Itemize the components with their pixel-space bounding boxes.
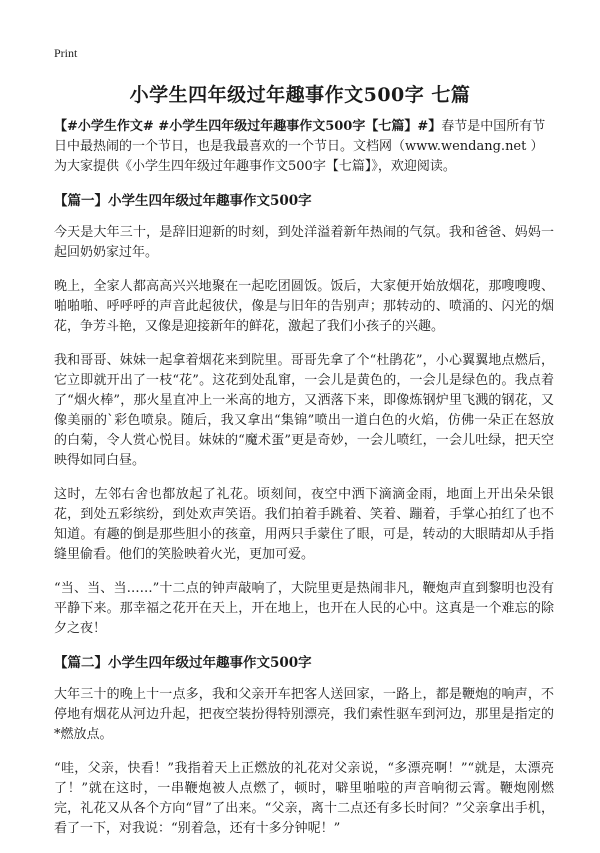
- section-1-paragraph-5: “当、当、当……”十二点的钟声敲响了，大院里更是热闹非凡，鞭炮声直到黎明也没有平静下来。那幸福之花开在天上，开在地上，也开在人民的心中。这真是一个难忘的除夕之夜！: [54, 581, 554, 636]
- section-1-paragraph-4: 这时，左邻右舍也都放起了礼花。顷刻间，夜空中洒下滴滴金雨，地面上开出朵朵银花，到处五彩缤纷，到处欢声笑语。我们拍着手跳着、笑着、蹦着，手掌心拍红了也不知道。有趣的倒是那些胆小的孩童，用两只手蒙住了眼，可是，转动的大眼睛却从手指缝里偷看。他们的笑脸映着火光，更加可爱。: [54, 487, 554, 562]
- section-1-paragraph-2: 晚上，全家人都高高兴兴地聚在一起吃团圆饭。饭后，大家便开始放烟花，那嗖嗖嗖、啪啪啪、呼呼呼的声音此起彼伏，像是与旧年的告别声；那转动的、喷涌的、闪光的烟花，争芳斗艳，又像是迎接新年的鲜花，激起了我们小孩子的兴趣。: [54, 279, 554, 334]
- section-2-paragraph-1: 大年三十的晚上十一点多，我和父亲开车把客人送回家，一路上，都是鞭炮的响声，不停地有烟花从河边升起，把夜空装扮得特别漂亮，我们索性驱车到河边，那里是指定的*燃放点。: [54, 687, 554, 742]
- section-1-paragraph-3: 我和哥哥、妹妹一起拿着烟花来到院里。哥哥先拿了个“杜鹃花”，小心翼翼地点燃后，它立即就开出了一枝“花”。这花到处乱窜，一会儿是黄色的，一会儿是绿色的。我点着了“烟火棒”，那火星直冲上一米高的地方，又洒落下来，即像炼钢炉里飞溅的钢花，又像美丽的`彩色喷泉。随后，我又拿出“集锦”喷出一道白色的火焰，仿佛一朵正在怒放的白菊，令人赏心悦目。妹妹的“魔术蛋”更是奇妙，一会儿喷红，一会儿吐绿，把天空映得如同白昼。: [54, 353, 554, 468]
- article-body: [54, 117, 554, 853]
- section-1-heading: 【篇一】小学生四年级过年趣事作文500字: [54, 193, 312, 209]
- section-2-paragraph-2: “哇，父亲，快看！”我指着天上正燃放的礼花对父亲说，“多漂亮啊！”“就是，太漂亮了！”就在这时，一串鞭炮被人点燃了，顿时，噼里啪啦的声音响彻云霄。鞭炮刚燃完，礼花又从各个方向“冒”了出来。“父亲，离十二点还有多长时间？”父亲拿出手机，看了一下，对我说：“别着急，还有十多分钟呢！”: [54, 761, 554, 836]
- print-link[interactable]: Print: [54, 46, 78, 60]
- section-2-heading: 【篇二】小学生四年级过年趣事作文500字: [54, 655, 312, 671]
- page-title: 小学生四年级过年趣事作文500字 七篇: [129, 84, 471, 106]
- section-1-paragraph-1: 今天是大年三十，是辞旧迎新的时刻，到处洋溢着新年热闹的气氛。我和爸爸、妈妈一起回奶奶家过年。: [54, 225, 554, 260]
- intro-text: 春节是中国所有节日中最热闹的一个节日，也是我最喜欢的一个节日。文档网（www.wendang.net ）为大家提供《小学生四年级过年趣事作文500字【七篇】》，欢迎阅读。: [54, 119, 546, 174]
- intro-paragraph: [54, 117, 554, 177]
- intro-tags: 【#小学生作文# #小学生四年级过年趣事作文500字【七篇】#】: [54, 119, 442, 134]
